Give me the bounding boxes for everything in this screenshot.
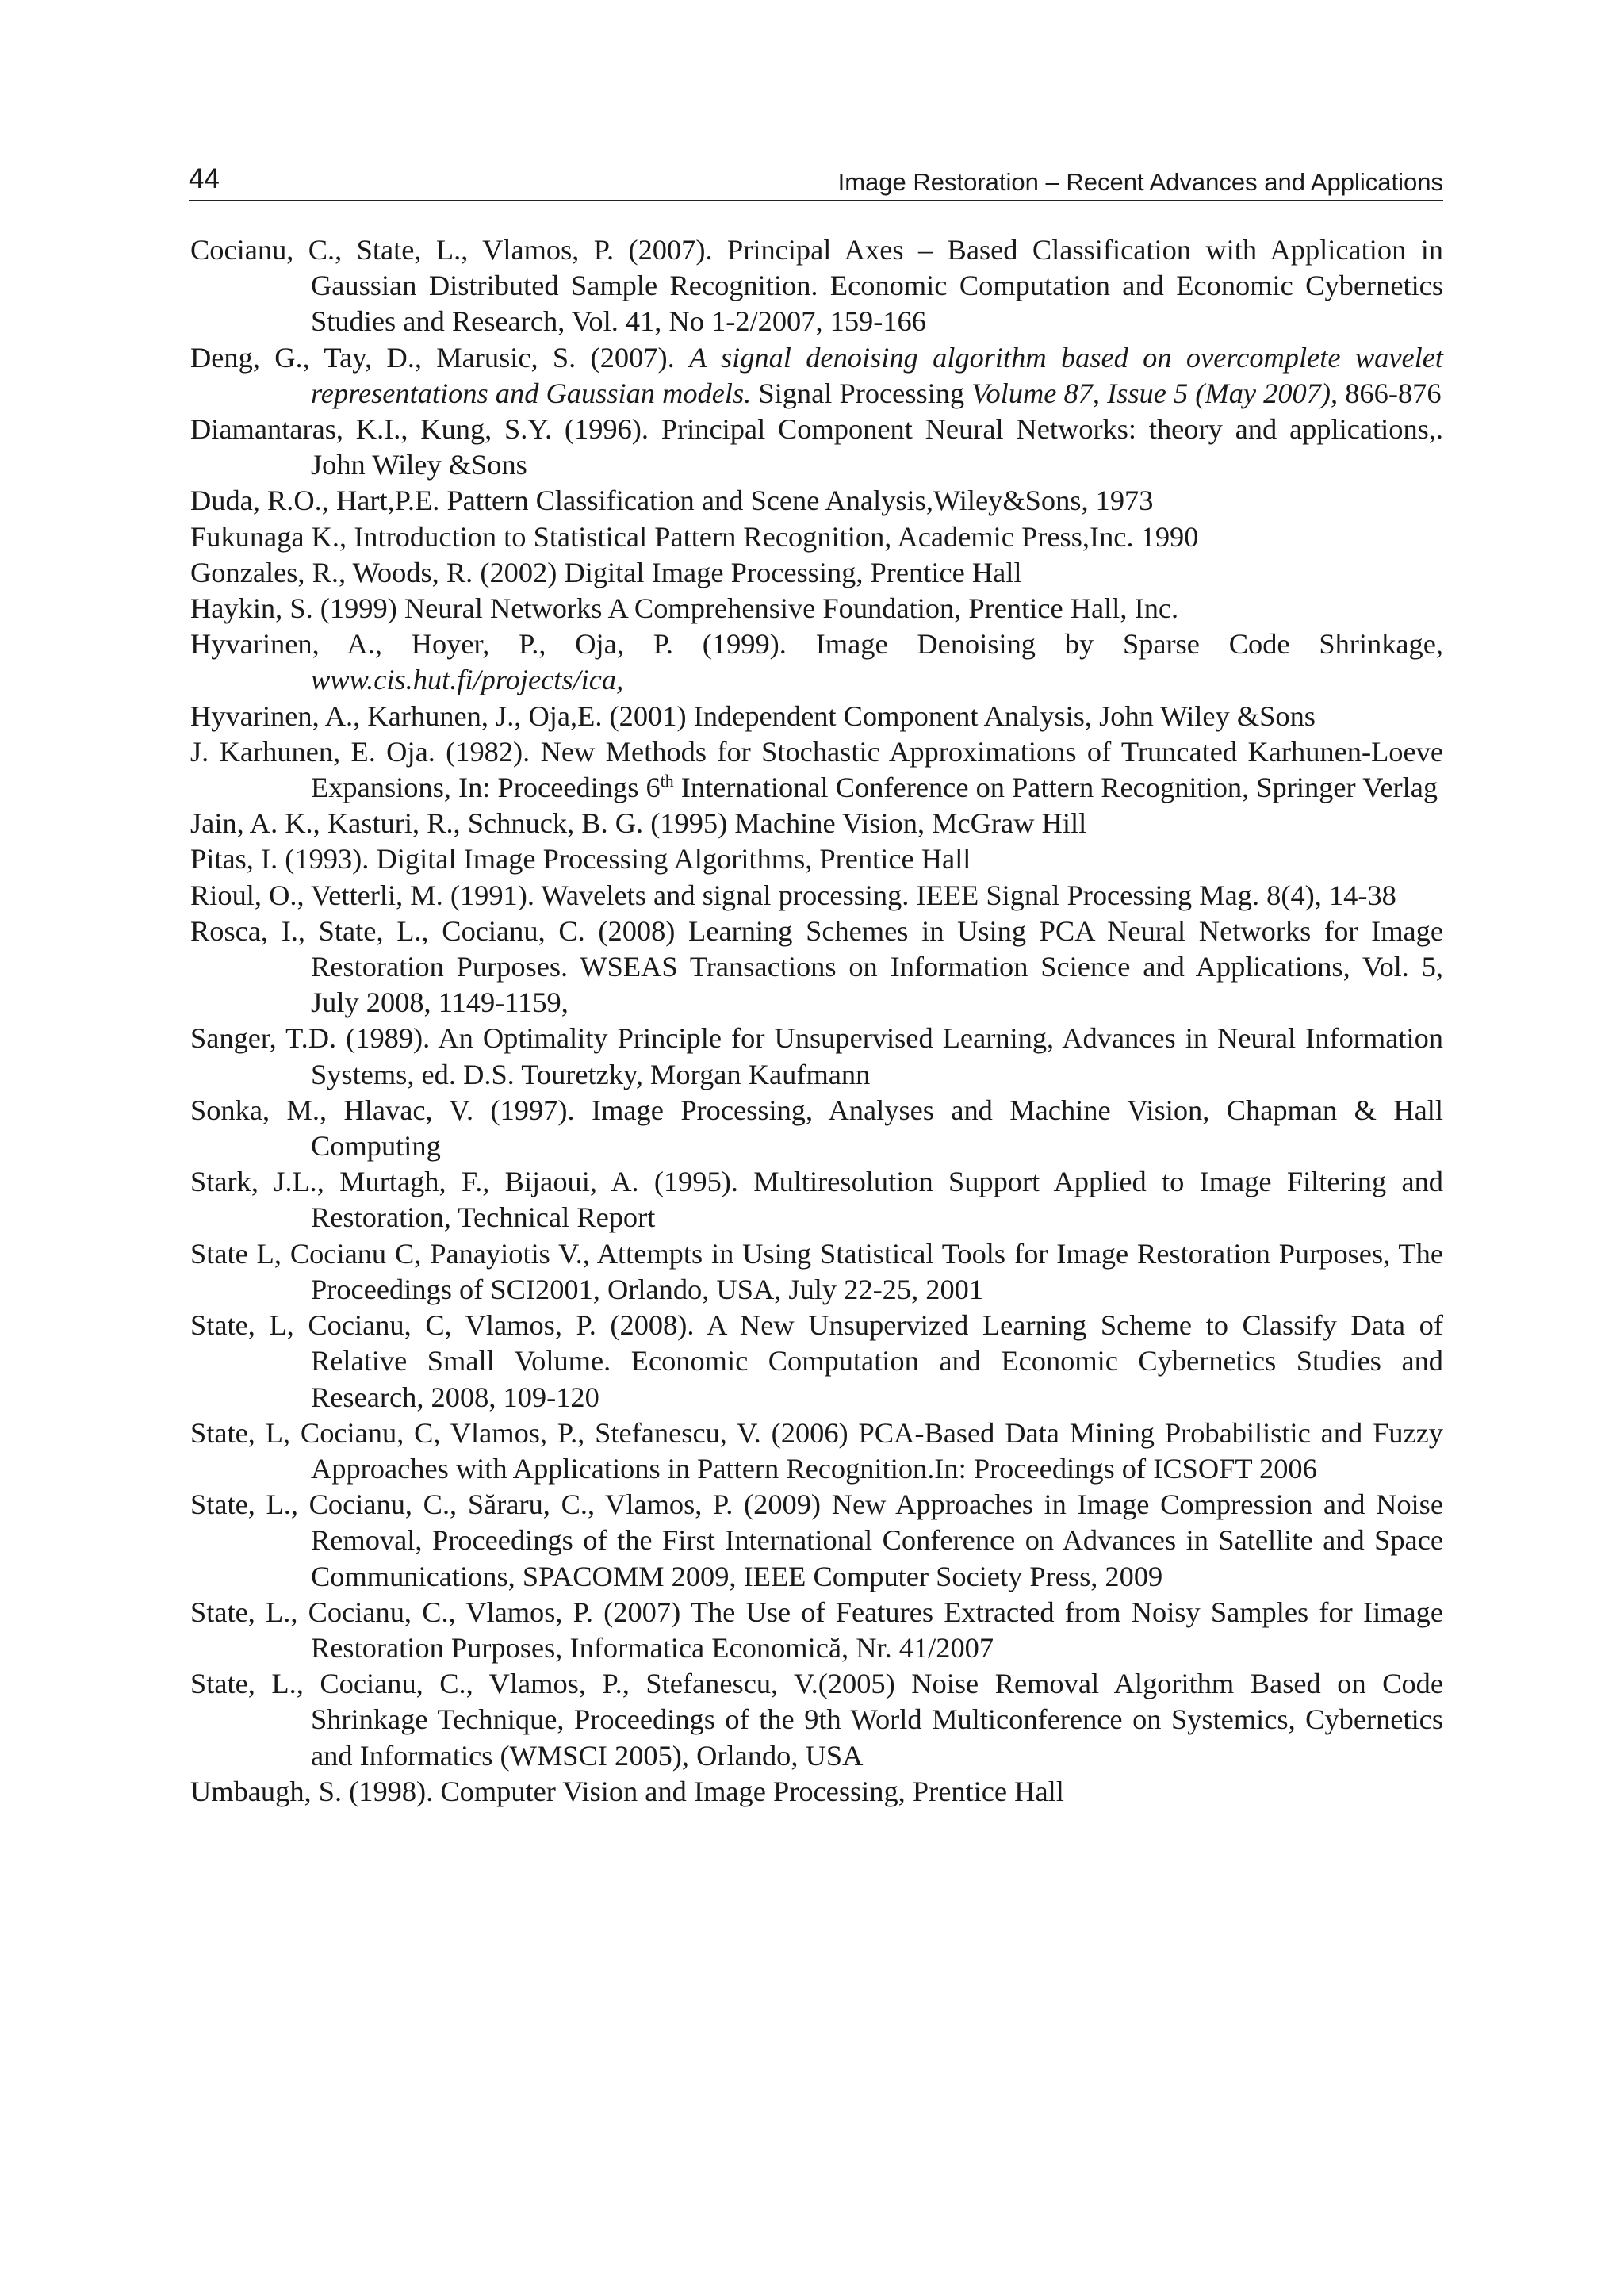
reference-entry <box>190 519 1443 555</box>
reference-text: Haykin, S. (1999) Neural Networks A Comprehensive Foundation, Prentice Hall, Inc. <box>190 592 1179 625</box>
reference-italic-text: A signal denoising algorithm based on overcomplete wavelet representations and Gaussian models. <box>311 341 1443 409</box>
reference-entry <box>190 1666 1443 1774</box>
reference-text: Umbaugh, S. (1998). Computer Vision and Image Processing, Prentice Hall <box>190 1775 1064 1807</box>
reference-text: State L, Cocianu C, Panayiotis V., Attempts in Using Statistical Tools for Image Restoration Purposes, The Proceedings of SCI2001, Orlando, USA, July 22-25, 2001 <box>190 1237 1443 1305</box>
reference-entry <box>190 483 1443 519</box>
reference-text: State, L., Cocianu, C., Vlamos, P. (2007) The Use of Features Extracted from Noisy Samples for Iimage Restoration Purposes, Informatica Economică, Nr. 41/2007 <box>190 1596 1443 1664</box>
page-header <box>189 163 1443 201</box>
reference-text: Gonzales, R., Woods, R. (2002) Digital Image Processing, Prentice Hall <box>190 556 1022 588</box>
reference-entry <box>190 1236 1443 1308</box>
reference-entry <box>190 699 1443 734</box>
reference-text: State, L, Cocianu, C, Vlamos, P., Stefanescu, V. (2006) PCA-Based Data Mining Probabilistic and Fuzzy Approaches with Applications in Pattern Recognition.In: Proceedings of ICSOFT 2006 <box>190 1416 1443 1485</box>
reference-text: Signal Processing <box>751 377 972 409</box>
reference-text: Stark, J.L., Murtagh, F., Bijaoui, A. (1995). Multiresolution Support Applied to Image Filtering and Restoration, Technical Report <box>190 1166 1443 1234</box>
reference-entry <box>190 734 1443 806</box>
reference-text: Hyvarinen, A., Karhunen, J., Oja,E. (2001) Independent Component Analysis, John Wiley &Sons <box>190 699 1316 732</box>
reference-entry <box>190 1093 1443 1164</box>
reference-text: International Conference on Pattern Recognition, Springer Verlag <box>673 772 1438 804</box>
reference-entry <box>190 412 1443 483</box>
reference-text: State, L, Cocianu, C, Vlamos, P. (2008). A New Unsupervized Learning Scheme to Classify Data of Relative Small Volume. Economic Computation and Economic Cybernetics Studies and Research, 2008, 109-120 <box>190 1309 1443 1413</box>
reference-entry <box>190 1774 1443 1810</box>
reference-entry <box>190 1164 1443 1236</box>
reference-entry <box>190 1416 1443 1487</box>
reference-entry <box>190 1021 1443 1092</box>
reference-text: Sonka, M., Hlavac, V. (1997). Image Processing, Analyses and Machine Vision, Chapman & Hall Computing <box>190 1094 1443 1163</box>
reference-text: State, L., Cocianu, C., Vlamos, P., Stefanescu, V.(2005) Noise Removal Algorithm Based on Code Shrinkage Technique, Proceedings of the 9th World Multiconference on Systemics, Cybernetics and Informatics (WMSCI 2005), Orlando, USA <box>190 1668 1443 1772</box>
reference-italic-text: www.cis.hut.fi/projects/ica, <box>311 664 624 696</box>
reference-text: Fukunaga K., Introduction to Statistical Pattern Recognition, Academic Press,Inc. 1990 <box>190 520 1199 553</box>
running-title: Image Restoration – Recent Advances and Applications <box>837 168 1443 196</box>
reference-entry <box>190 232 1443 340</box>
reference-text: Deng, G., Tay, D., Marusic, S. (2007). <box>190 341 690 374</box>
reference-text: Rioul, O., Vetterli, M. (1991). Wavelets and signal processing. IEEE Signal Processing Mag. 8(4), 14-38 <box>190 879 1396 911</box>
reference-text: Duda, R.O., Hart,P.E. Pattern Classification and Scene Analysis,Wiley&Sons, 1973 <box>190 485 1154 517</box>
reference-text: Rosca, I., State, L., Cocianu, C. (2008) Learning Schemes in Using PCA Neural Networks for Image Restoration Purposes. WSEAS Transactions on Information Science and Applications, Vol. 5, July 2008, 1149-1159, <box>190 914 1443 1019</box>
reference-entry <box>190 806 1443 841</box>
reference-text: Hyvarinen, A., Hoyer, P., Oja, P. (1999). Image Denoising by Sparse Code Shrinkage, <box>190 628 1443 661</box>
reference-text: Cocianu, C., State, L., Vlamos, P. (2007). Principal Axes – Based Classification with Application in Gaussian Distributed Sample Recognition. Economic Computation and Economic Cybernetics Studies and Research, Vol. 41, No 1-2/2007, 159-166 <box>190 234 1443 338</box>
reference-text: Pitas, I. (1993). Digital Image Processing Algorithms, Prentice Hall <box>190 843 971 875</box>
reference-entry <box>190 914 1443 1021</box>
reference-entry <box>190 841 1443 877</box>
reference-entry <box>190 1595 1443 1666</box>
reference-text: State, L., Cocianu, C., Săraru, C., Vlamos, P. (2009) New Approaches in Image Compression and Noise Removal, Proceedings of the First International Conference on Advances in Satellite and Space Communications, SPACOMM 2009, IEEE Computer Society Press, 2009 <box>190 1488 1443 1592</box>
reference-entry <box>190 878 1443 914</box>
reference-entry <box>190 1308 1443 1416</box>
reference-italic-text: Volume 87, Issue 5 (May 2007), <box>971 377 1339 409</box>
reference-entry <box>190 555 1443 591</box>
reference-entry <box>190 591 1443 626</box>
reference-text: J. Karhunen, E. Oja. (1982). New Methods for Stochastic Approximations of Truncated Karhunen-Loeve Expansions, In: Proceedings 6 <box>190 735 1443 804</box>
reference-text: 866-876 <box>1338 377 1442 409</box>
reference-text: Jain, A. K., Kasturi, R., Schnuck, B. G. (1995) Machine Vision, McGraw Hill <box>190 807 1087 840</box>
reference-text: Sanger, T.D. (1989). An Optimality Principle for Unsupervised Learning, Advances in Neural Information Systems, ed. D.S. Touretzky, Morgan Kaufmann <box>190 1022 1443 1090</box>
reference-list <box>190 232 1443 1810</box>
reference-entry <box>190 626 1443 698</box>
reference-entry <box>190 1487 1443 1595</box>
reference-superscript: th <box>660 771 674 791</box>
reference-entry <box>190 340 1443 412</box>
page-number: 44 <box>189 163 220 194</box>
reference-text: Diamantaras, K.I., Kung, S.Y. (1996). Principal Component Neural Networks: theory and applications,. John Wiley &Sons <box>190 413 1443 481</box>
